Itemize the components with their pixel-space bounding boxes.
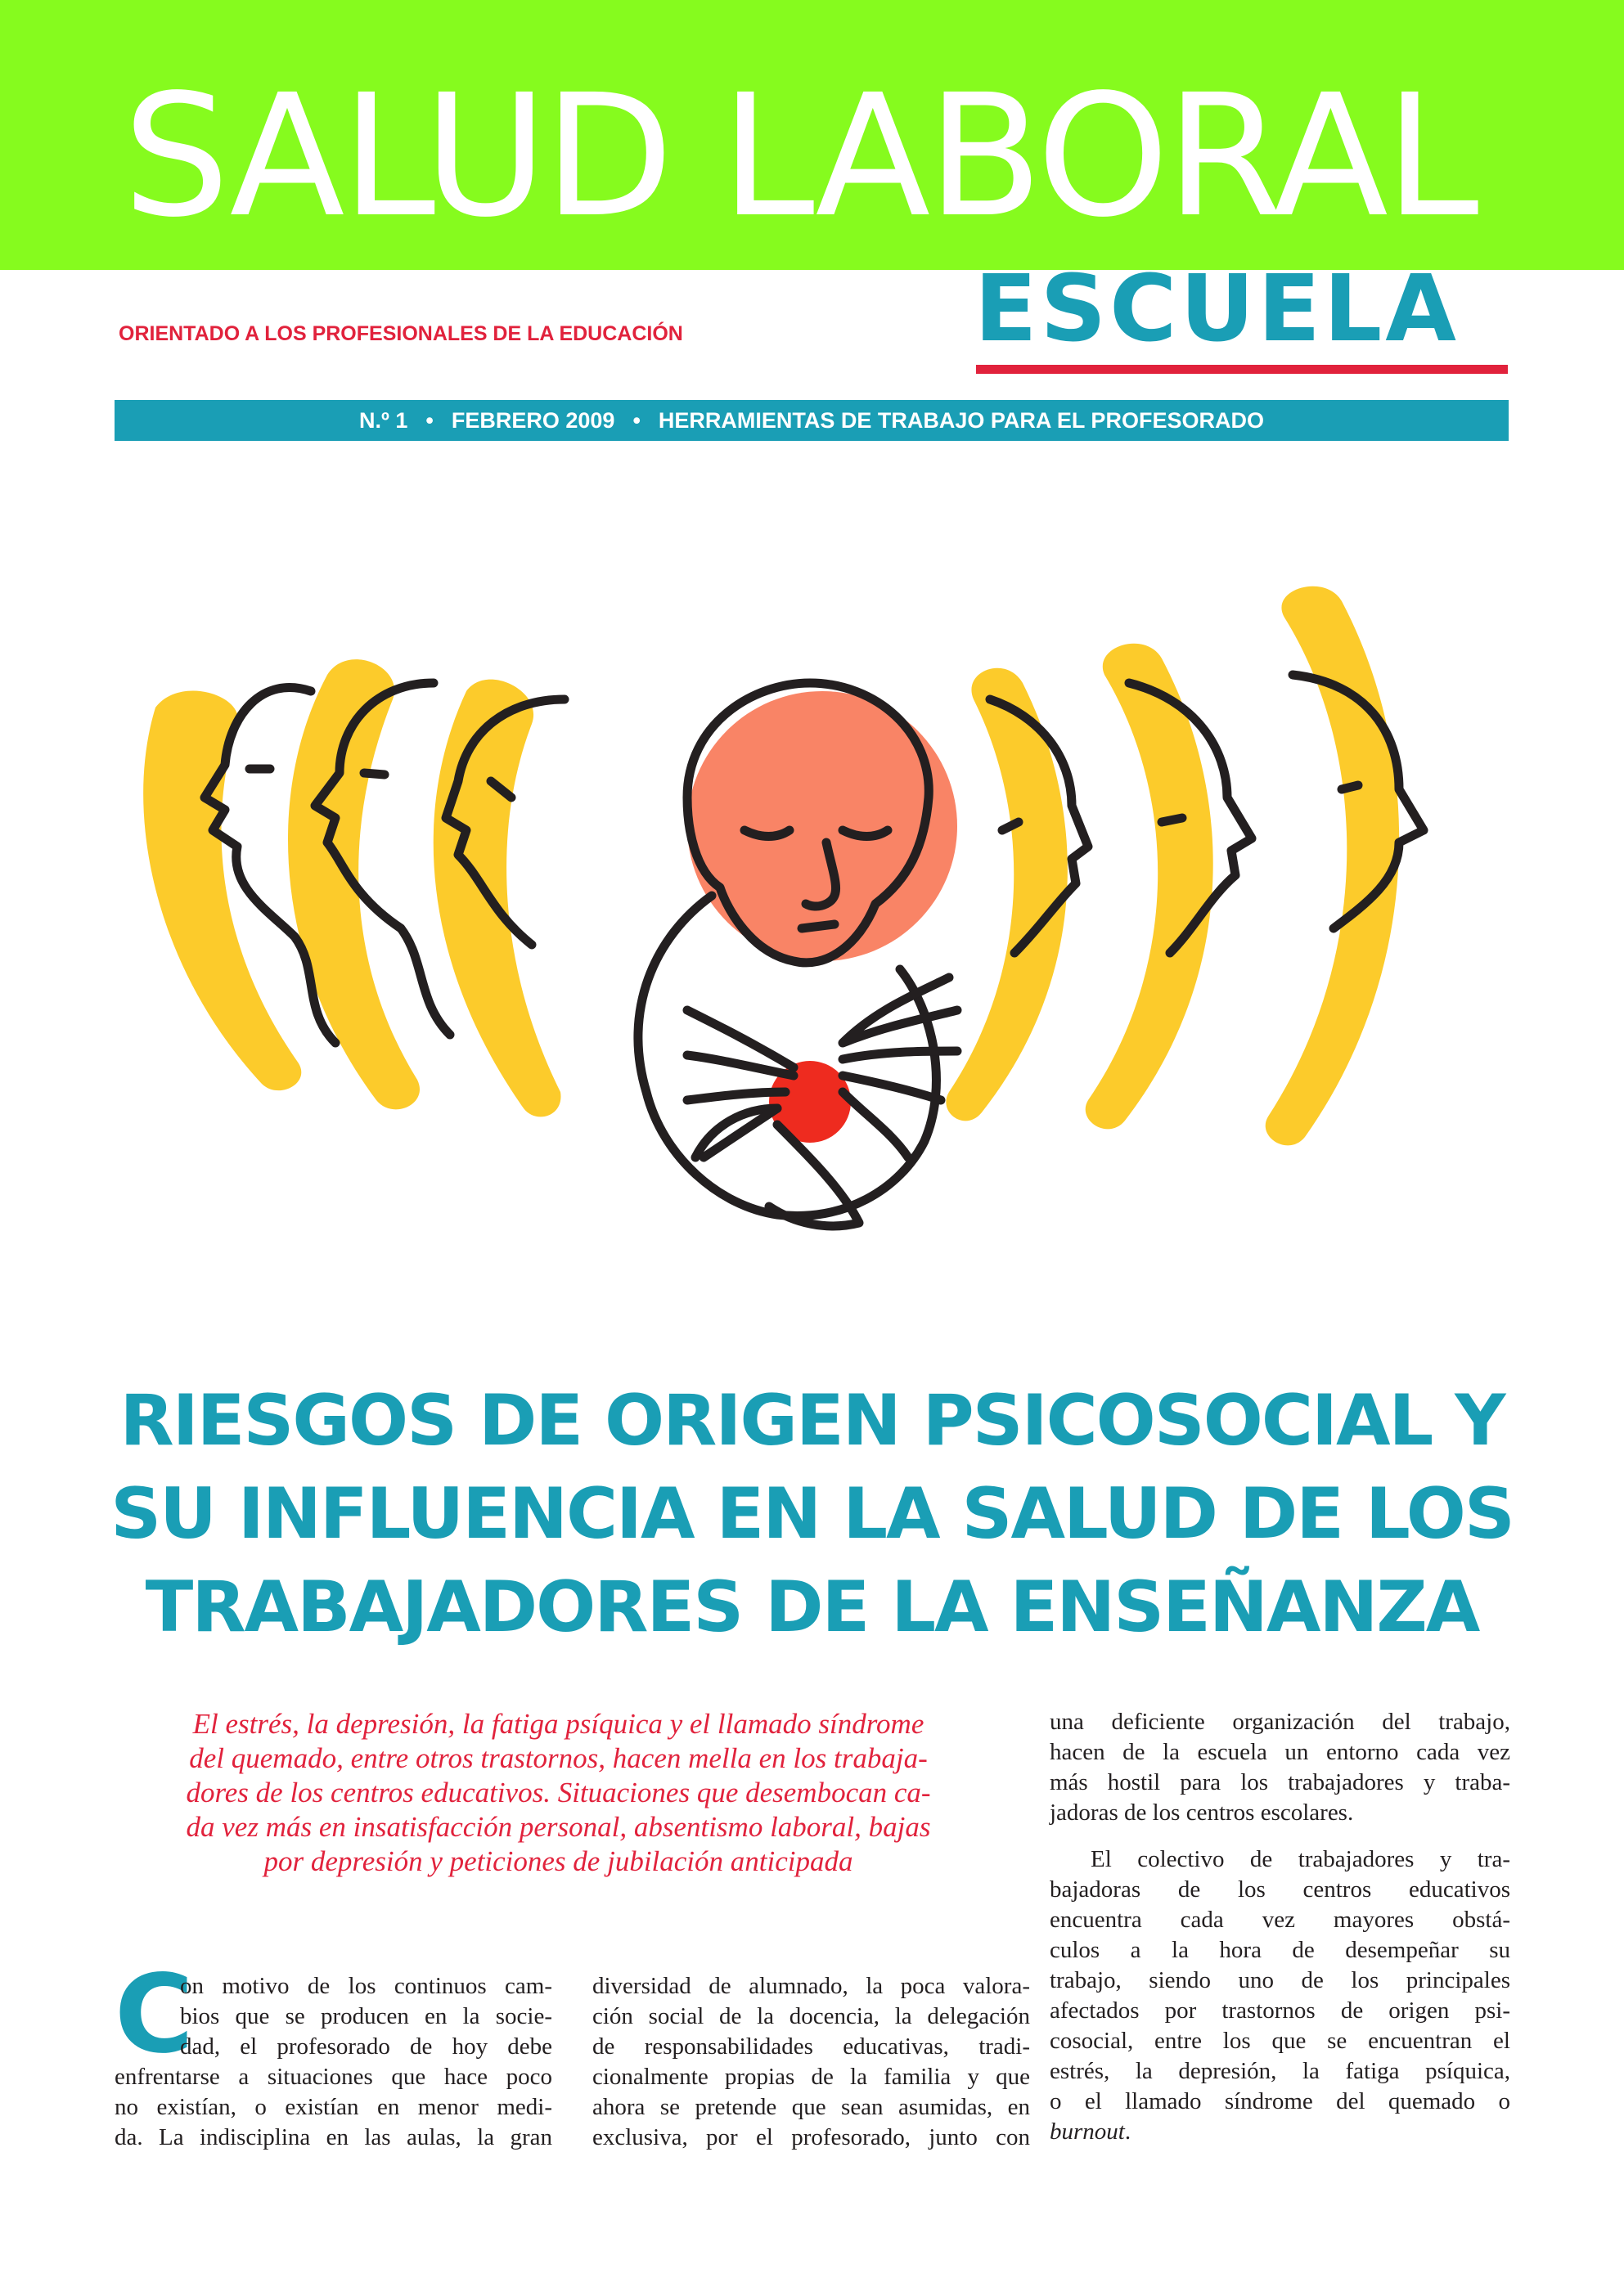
- body-line: trabajo, siendo uno de los principales: [1050, 1967, 1510, 1993]
- body-line: cosocial, entre los que se encuentran el: [1050, 2028, 1510, 2054]
- body-line: cionalmente propias de la familia y que: [592, 2064, 1030, 2090]
- body-line: culos a la hora de desempeñar su: [1050, 1937, 1510, 1963]
- body-line: ción social de la docencia, la delegación: [592, 2003, 1030, 2029]
- body-line: diversidad de alumnado, la poca valora-: [592, 1973, 1030, 1999]
- lead-line: da vez más en insatisfacción personal, absentismo laboral, bajas: [186, 1811, 931, 1843]
- drop-cap: C: [115, 1952, 194, 2078]
- body-line: encuentra cada vez mayores obstá-: [1050, 1907, 1510, 1933]
- body-line: estrés, la depresión, la fatiga psíquica,: [1050, 2058, 1510, 2084]
- body-line: de responsabilidades educativas, tradi-: [592, 2033, 1030, 2060]
- issue-number: N.º 1: [359, 407, 408, 433]
- body-line: más hostil para los trabajadores y traba-: [1050, 1769, 1510, 1795]
- bullet-separator: •: [425, 407, 434, 433]
- body-line: una deficiente organización del trabajo,: [1050, 1709, 1510, 1735]
- lead-line: por depresión y peticiones de jubilación anticipada: [263, 1845, 853, 1877]
- body-line: on motivo de los continuos cam-: [180, 1973, 552, 1999]
- masthead-title: SALUD LABORAL: [123, 58, 1476, 254]
- headline-line: SU INFLUENCIA EN LA SALUD DE LOS: [110, 1473, 1514, 1555]
- masthead-subtitle: ESCUELA: [974, 256, 1460, 362]
- body-line: ahora se pretende que sean asumidas, en: [592, 2094, 1030, 2120]
- body-line: dad, el profesorado de hoy debe: [180, 2033, 552, 2060]
- lead-line: dores de los centros educativos. Situaciones que desembocan ca-: [186, 1777, 931, 1808]
- body-line: El colectivo de trabajadores y tra-: [1091, 1846, 1510, 1872]
- body-line: hacen de la escuela un entorno cada vez: [1050, 1739, 1510, 1765]
- body-line: enfrentarse a situaciones que hace poco: [115, 2064, 552, 2090]
- body-line: exclusiva, por el profesorado, junto con: [592, 2124, 1030, 2150]
- body-line: da. La indisciplina en las aulas, la gran: [115, 2124, 552, 2150]
- sentence-end: .: [1124, 2119, 1131, 2145]
- subtitle-underline: [976, 365, 1508, 374]
- issue-section: HERRAMIENTAS DE TRABAJO PARA EL PROFESORADO: [658, 407, 1264, 433]
- cover-illustration: [123, 585, 1514, 1305]
- bullet-separator: •: [632, 407, 641, 433]
- lead-line: del quemado, entre otros trastornos, hacen mella en los trabaja-: [189, 1742, 928, 1774]
- body-line: afectados por trastornos de origen psi-: [1050, 1997, 1510, 2024]
- headline-line: RIESGOS DE ORIGEN PSICOSOCIAL Y: [119, 1380, 1505, 1462]
- body-line: bios que se producen en la socie-: [180, 2003, 552, 2029]
- headline-line: TRABAJADORES DE LA ENSEÑANZA: [145, 1566, 1479, 1648]
- article-lead: [131, 1707, 986, 1879]
- body-line: no existían, o existían en menor medi-: [115, 2094, 552, 2120]
- body-line-last: [1050, 2117, 1510, 2147]
- article-column-1: [115, 1952, 552, 2153]
- article-column-2: [592, 1971, 1030, 2153]
- body-line: o el llamado síndrome del quemado o: [1050, 2088, 1510, 2114]
- paragraph-gap: [1050, 1828, 1510, 1844]
- body-line: bajadoras de los centros educativos: [1050, 1876, 1510, 1903]
- salmon-circle: [687, 691, 957, 961]
- lead-line: El estrés, la depresión, la fatiga psíquica y el llamado síndrome: [192, 1708, 924, 1740]
- masthead-tagline: ORIENTADO A LOS PROFESIONALES DE LA EDUCACIÓN: [119, 322, 683, 345]
- burnout-term: burnout: [1050, 2119, 1125, 2145]
- body-line: jadoras de los centros escolares.: [1050, 1800, 1354, 1826]
- issue-bar: [115, 400, 1509, 441]
- issue-date: FEBRERO 2009: [451, 407, 615, 433]
- article-headline: [82, 1374, 1542, 1654]
- article-column-3: [1050, 1707, 1510, 2147]
